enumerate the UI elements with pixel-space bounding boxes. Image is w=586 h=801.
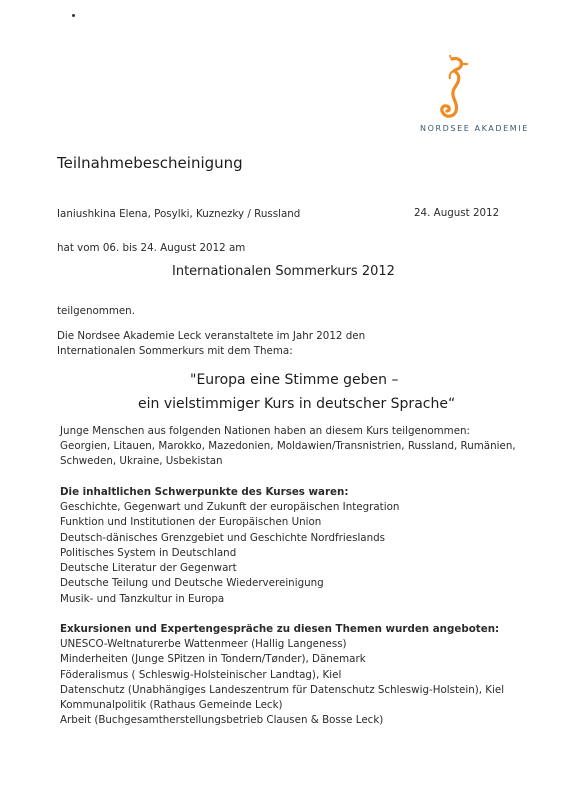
scan-speck	[72, 14, 75, 17]
participants: Ianiushkina Elena, Posylki, Kuznezky / Russland	[57, 208, 301, 220]
period-line: hat vom 06. bis 24. August 2012 am	[57, 242, 246, 254]
list-item: Kommunalpolitik (Rathaus Gemeinde Leck)	[60, 699, 283, 712]
document-date: 24. August 2012	[414, 207, 500, 219]
excursions-heading: Exkursionen und Expertengespräche zu diesen Themen wurden angeboten:	[60, 623, 500, 635]
seahorse-icon	[430, 55, 470, 120]
list-item: Minderheiten (Junge SPitzen in Tondern/Tønder), Dänemark	[60, 653, 366, 666]
focus-heading: Die inhaltlichen Schwerpunkte des Kurses waren:	[60, 486, 349, 498]
list-item: Funktion und Institutionen der Europäischen Union	[60, 516, 322, 529]
participated-text: teilgenommen.	[57, 305, 135, 317]
document-title: Teilnahmebescheinigung	[57, 154, 243, 172]
list-item: Musik- und Tanzkultur in Europa	[60, 592, 225, 605]
list-item: Deutsch-dänisches Grenzgebiet und Geschichte Nordfrieslands	[60, 531, 386, 544]
list-item: UNESCO-Weltnaturerbe Wattenmeer (Hallig Langeness)	[60, 638, 347, 650]
list-item: Föderalismus ( Schleswig-Holsteinischer Landtag), Kiel	[60, 668, 342, 681]
theme-line-1: "Europa eine Stimme geben –	[190, 372, 399, 388]
list-item: Datenschutz (Unabhängiges Landeszentrum für Datenschutz Schleswig-Holstein), Kiel	[60, 683, 505, 696]
list-item: Geschichte, Gegenwart und Zukunft der europäischen Integration	[60, 501, 400, 513]
nations-line-2: Schweden, Ukraine, Usbekistan	[60, 455, 223, 467]
list-item: Politisches System in Deutschland	[60, 546, 237, 559]
excursions-list	[60, 637, 504, 729]
list-item: Deutsche Teilung und Deutsche Wiedervereinigung	[60, 577, 324, 590]
list-item: Deutsche Literatur der Gegenwart	[60, 562, 237, 575]
theme-line-2: ein vielstimmiger Kurs in deutscher Sprache“	[138, 396, 456, 412]
nations-intro: Junge Menschen aus folgenden Nationen haben an diesem Kurs teilgenommen:	[60, 425, 471, 437]
brand-name: NORDSEE AKADEMIE	[420, 124, 529, 133]
organizer-line-1: Die Nordsee Akademie Leck veranstaltete im Jahr 2012 den	[57, 330, 366, 342]
focus-list	[60, 500, 399, 607]
organizer-line-2: Internationalen Sommerkurs mit dem Thema:	[57, 345, 293, 357]
course-title: Internationalen Sommerkurs 2012	[172, 264, 395, 279]
list-item: Arbeit (Buchgesamtherstellungsbetrieb Clausen & Bosse Leck)	[60, 714, 384, 727]
nations-line-1: Georgien, Litauen, Marokko, Mazedonien, Moldawien/Transnistrien, Russland, Rumänien,	[60, 440, 516, 452]
